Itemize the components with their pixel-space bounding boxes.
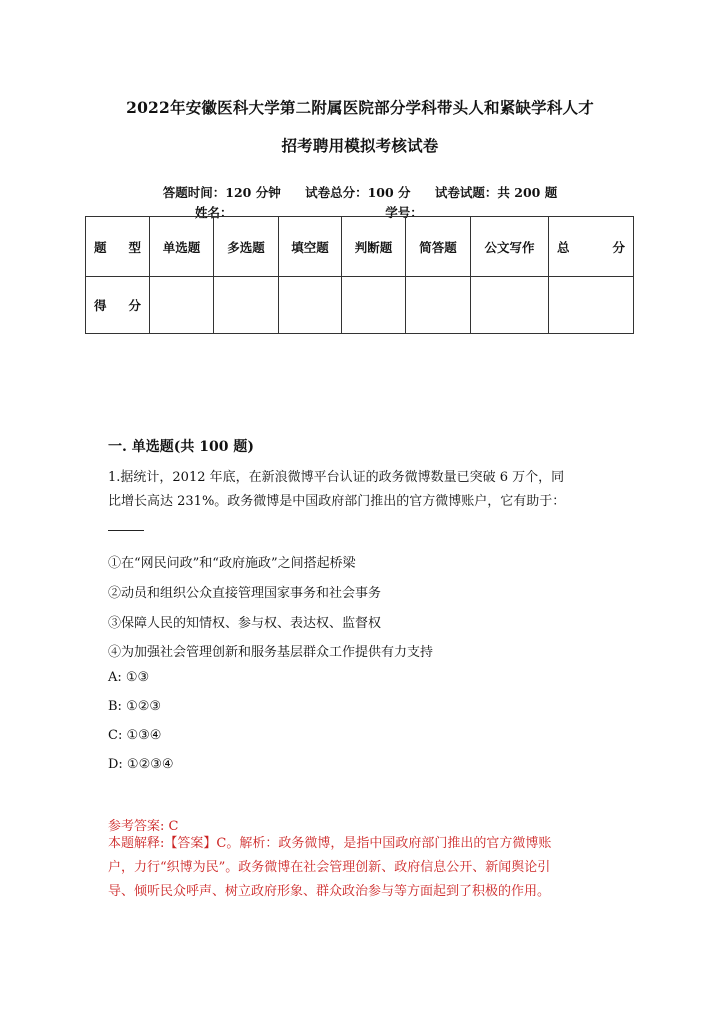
explanation-line2: 户，力行“织博为民”。政务微博在社会管理创新、政府信息公开、新闻舆论引 (108, 860, 551, 875)
student-id-label: 学号： (385, 205, 423, 220)
option-c[interactable]: C: ①③④ (108, 728, 162, 743)
exam-title-line1: 2022年安徽医科大学第二附属医院部分学科带头人和紧缺学科人才 (126, 98, 594, 117)
statement-3: ③保障人民的知情权、参与权、表达权、监督权 (108, 616, 382, 631)
score-cell[interactable] (471, 277, 549, 334)
header-fill-blank: 填空题 (279, 217, 342, 277)
score-table (85, 216, 634, 334)
header-official-writing: 公文写作 (471, 217, 549, 277)
option-d[interactable]: D: ①②③④ (108, 757, 174, 772)
statement-1: ①在“网民问政”和“政府施政”之间搭起桥梁 (108, 556, 356, 571)
question-stem-line2: 比增长高达 231%。政务微博是中国政府部门推出的官方微博账户，它有助于： (108, 494, 566, 509)
score-cell[interactable] (342, 277, 406, 334)
explanation-line1: 本题解释:【答案】C。解析：政务微博，是指中国政府部门推出的官方微博账 (108, 836, 552, 851)
score-cell[interactable] (406, 277, 471, 334)
answer-explanation (108, 832, 608, 904)
statement-4: ④为加强社会管理创新和服务基层群众工作提供有力支持 (108, 645, 434, 660)
exam-title-line2: 招考聘用模拟考核试卷 (281, 136, 439, 155)
exam-total-score: 试卷总分：100 分 (305, 185, 411, 200)
exam-meta-row (0, 183, 720, 201)
row-label-score: 得 分 (94, 298, 141, 313)
reference-answer: 参考答案: C (108, 819, 179, 834)
statement-2: ②动员和组织公众直接管理国家事务和社会事务 (108, 586, 382, 601)
score-table-score-row (86, 277, 634, 334)
header-short-answer: 简答题 (406, 217, 471, 277)
question-stem (108, 466, 613, 531)
header-total: 总 分 (557, 239, 625, 255)
header-multiple-choice: 多选题 (214, 217, 279, 277)
score-cell[interactable] (279, 277, 342, 334)
exam-time: 答题时间：120 分钟 (162, 185, 281, 200)
option-b[interactable]: B: ①②③ (108, 699, 162, 714)
exam-question-count: 试卷试题：共 200 题 (434, 185, 558, 200)
name-label: 姓名： (195, 205, 233, 220)
header-question-type: 题 型 (94, 239, 141, 255)
explanation-line3: 导、倾听民众呼声、树立政府形象、群众政治参与等方面起到了积极的作用。 (108, 884, 551, 899)
score-cell[interactable] (549, 277, 634, 334)
score-cell[interactable] (150, 277, 214, 334)
question-stem-line1: 1.据统计，2012 年底，在新浪微博平台认证的政务微博数量已突破 6 万个，同 (108, 470, 565, 485)
header-single-choice: 单选题 (150, 217, 214, 277)
score-table-header-row (86, 217, 634, 277)
answer-blank (108, 516, 144, 531)
score-cell[interactable] (214, 277, 279, 334)
option-a[interactable]: A: ①③ (108, 670, 150, 685)
header-true-false: 判断题 (342, 217, 406, 277)
section-heading: 一. 单选题(共 100 题) (108, 439, 254, 455)
